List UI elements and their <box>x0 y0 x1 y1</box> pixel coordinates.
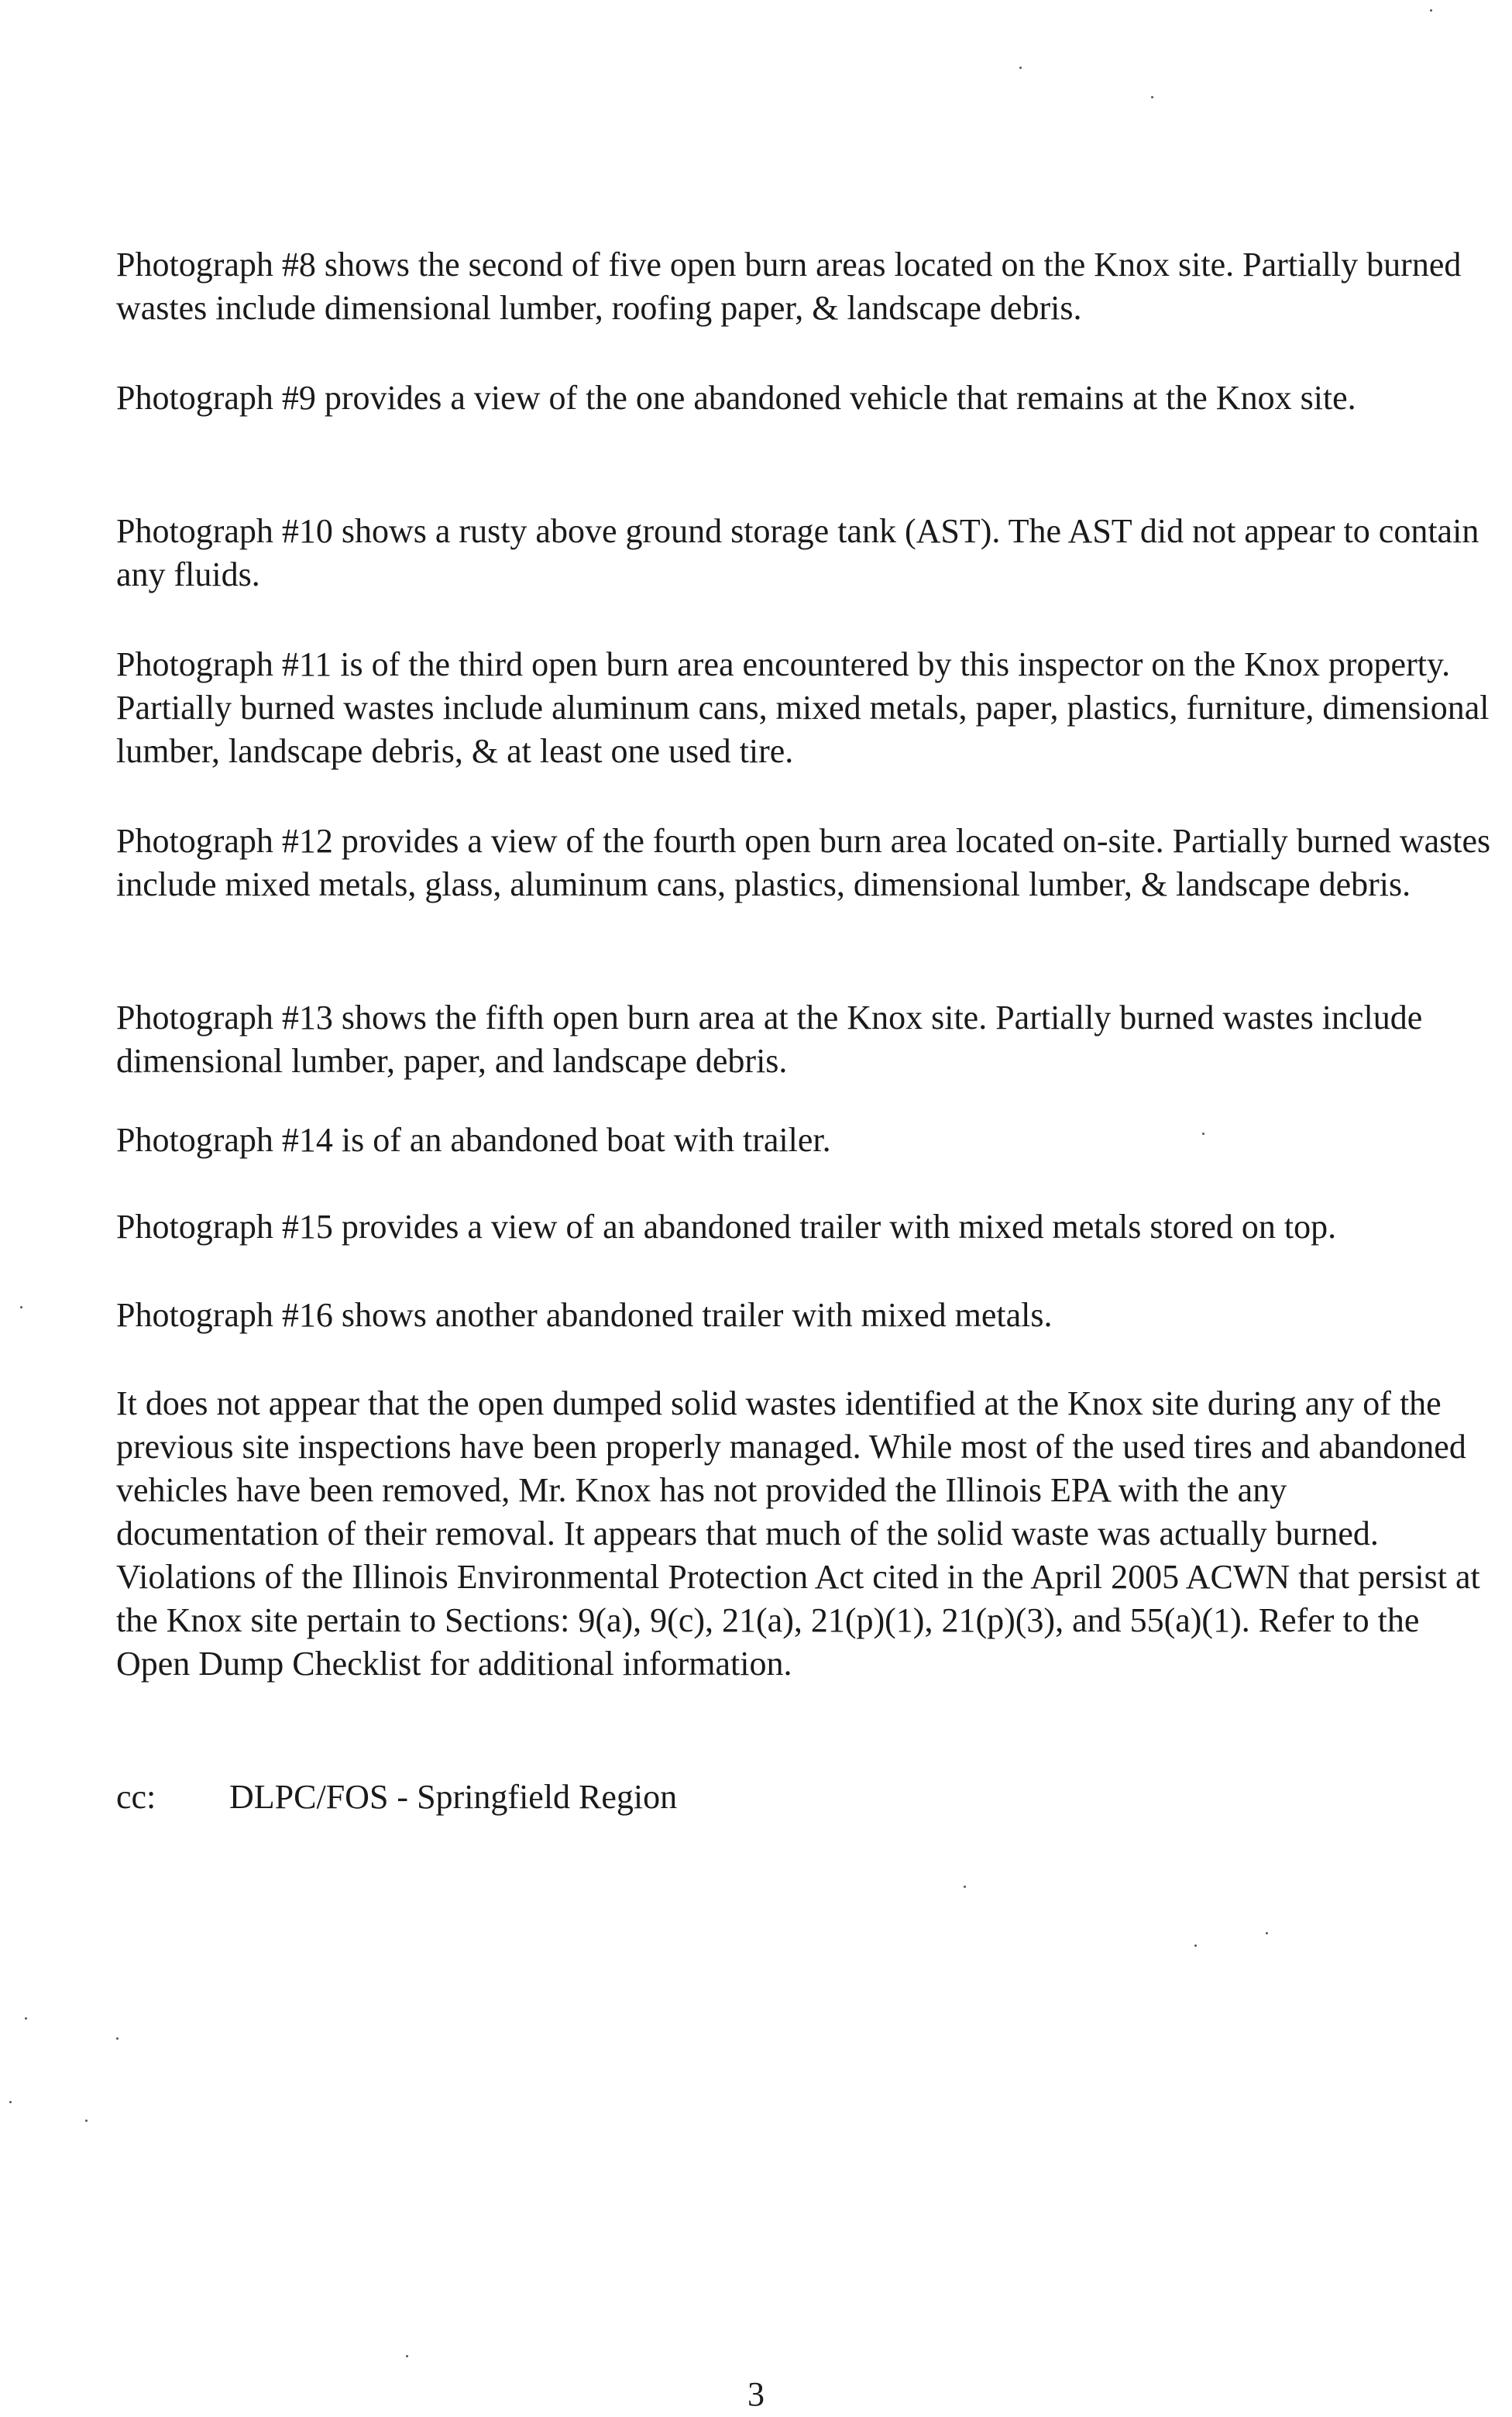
cc-recipient: DLPC/FOS - Springfield Region <box>229 1778 678 1816</box>
scan-speck <box>1430 9 1432 12</box>
scan-speck <box>1019 67 1022 69</box>
scan-speck <box>25 2017 27 2020</box>
paragraph-photograph-10: Photograph #10 shows a rusty above ground storage tank (AST). The AST did not appear to contain any fluids. <box>116 512 1479 593</box>
paragraph-photograph-16: Photograph #16 shows another abandoned trailer with mixed metals. <box>116 1296 1053 1334</box>
scan-speck <box>9 2101 12 2103</box>
cc-label: cc: <box>116 1778 156 1816</box>
paragraph-photograph-13: Photograph #13 shows the fifth open burn area at the Knox site. Partially burned wastes include dimensional lumber, paper, and landscape debris. <box>116 999 1423 1080</box>
paragraph-photograph-15: Photograph #15 provides a view of an abandoned trailer with mixed metals stored on top. <box>116 1208 1337 1246</box>
scan-speck <box>964 1886 966 1888</box>
scan-speck <box>1194 1944 1197 1947</box>
scan-speck <box>1151 96 1153 98</box>
paragraph-photograph-8: Photograph #8 shows the second of five open burn areas located on the Knox site. Partially burned wastes include dimensional lumber, roofing paper, & landscape debris. <box>116 246 1462 327</box>
scan-speck <box>116 2037 119 2040</box>
page-number: 3 <box>747 2375 765 2413</box>
paragraph-photograph-11: Photograph #11 is of the third open burn area encountered by this inspector on the Knox property. Partially burned wastes include aluminum cans, mixed metals, paper, plastics, furniture, dimensional lumber, landscape debris, & at least one used tire. <box>116 645 1490 770</box>
scan-speck <box>85 2120 88 2122</box>
paragraph-summary: It does not appear that the open dumped solid wastes identified at the Knox site during any of the previous site inspections have been properly managed. While most of the used tires and abandoned vehicles have been removed, Mr. Knox has not provided the Illinois EPA with the any documentation of their removal. It appears that much of the solid waste was actually burned. Violations of the Illinois Environmental Protection Act cited in the April 2005 ACWN that persist at the Knox site pertain to Sections: 9(a), 9(c), 21(a), 21(p)(1), 21(p)(3), and 55(a)(1). Refer to the Open Dump Checklist for additional information. <box>116 1384 1480 1683</box>
scan-speck <box>406 2355 408 2357</box>
scan-speck <box>1266 1932 1268 1934</box>
scan-speck <box>20 1306 22 1308</box>
paragraph-photograph-9: Photograph #9 provides a view of the one abandoned vehicle that remains at the Knox site. <box>116 379 1356 417</box>
paragraph-photograph-12: Photograph #12 provides a view of the fourth open burn area located on-site. Partially burned wastes include mixed metals, glass, aluminum cans, plastics, dimensional lumber, & landscape debris. <box>116 822 1491 903</box>
scan-speck <box>1202 1133 1204 1135</box>
paragraph-photograph-14: Photograph #14 is of an abandoned boat with trailer. <box>116 1121 831 1159</box>
